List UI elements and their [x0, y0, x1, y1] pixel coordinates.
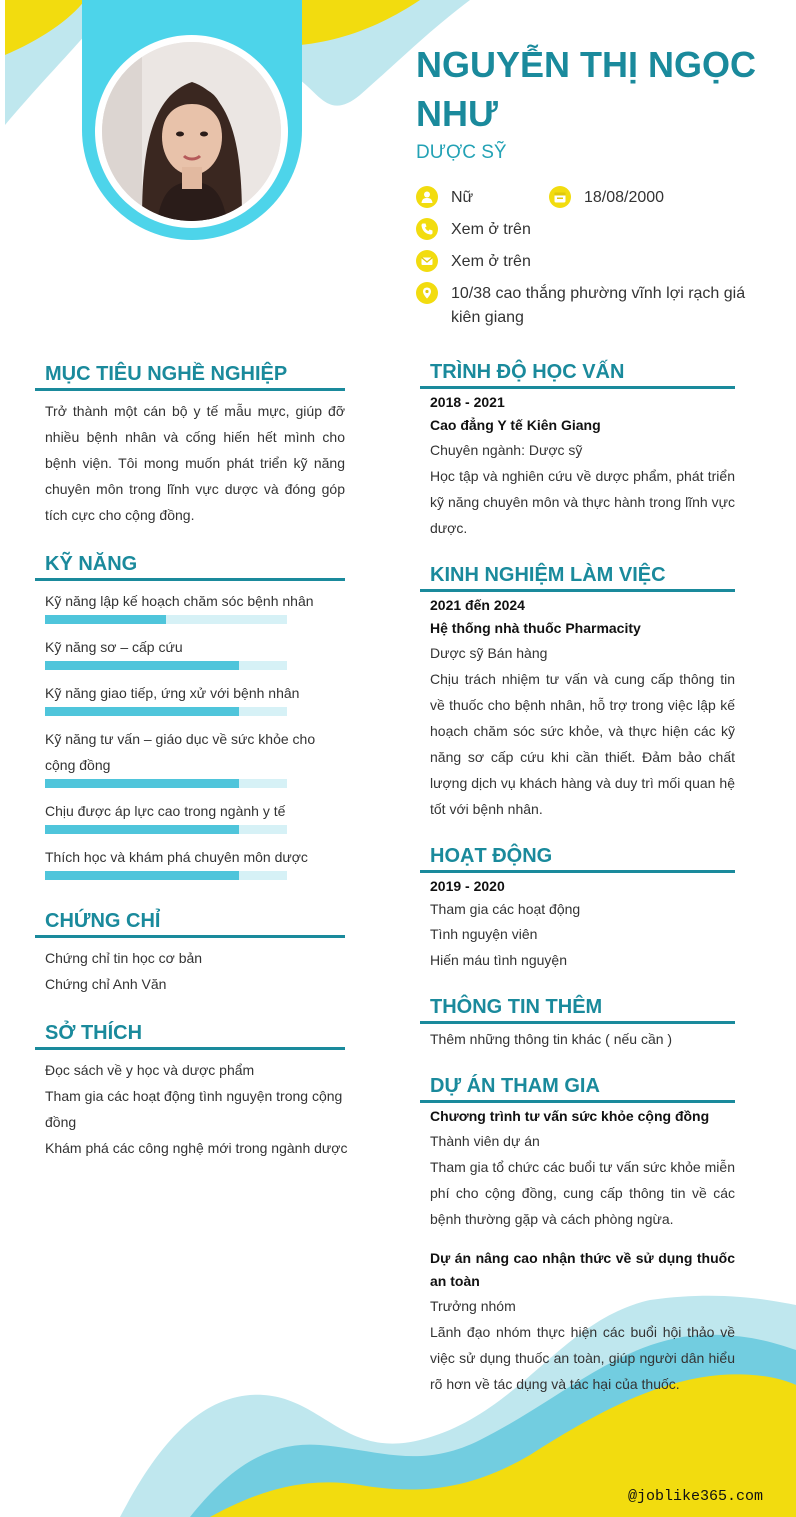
additional-heading: THÔNG TIN THÊM	[420, 996, 735, 1024]
skill-label: Kỹ năng giao tiếp, ứng xử với bệnh nhân	[45, 685, 300, 701]
objective-text: Trở thành một cán bộ y tế mẫu mực, giúp đỡ nhiều bệnh nhân và cống hiến hết mình cho bệnh viện. Tôi mong muốn phát triển kỹ năng chuyên môn trong lĩnh vực dược và đóng góp tích cực cho cộng đồng.	[45, 403, 345, 523]
skill-label: Kỹ năng lập kế hoạch chăm sóc bệnh nhân	[45, 593, 314, 609]
skill-bar-fill	[45, 779, 239, 788]
email-icon	[416, 250, 438, 272]
activities-period: 2019 - 2020	[430, 878, 505, 894]
skill-bar-fill	[45, 825, 239, 834]
experience-company: Hệ thống nhà thuốc Pharmacity	[430, 620, 641, 636]
skill-bar	[45, 871, 287, 880]
email-value: Xem ở trên	[451, 253, 531, 270]
address-row	[416, 282, 756, 330]
education-period: 2018 - 2021	[430, 394, 505, 410]
phone-row	[416, 218, 531, 242]
activity-item: Tình nguyện viên	[430, 926, 538, 942]
candidate-name: NGUYỄN THỊ NGỌC NHƯ	[416, 44, 757, 134]
skill-bar-fill	[45, 707, 239, 716]
hobbies-heading: SỞ THÍCH	[35, 1022, 345, 1050]
skill-bar	[45, 779, 287, 788]
skill-bar	[45, 707, 287, 716]
skill-label: Kỹ năng tư vấn – giáo dục về sức khỏe cho cộng đồng	[45, 731, 316, 773]
skill-label: Chịu được áp lực cao trong ngành y tế	[45, 803, 286, 819]
skill-bar-fill	[45, 615, 166, 624]
education-major: Chuyên ngành: Dược sỹ	[430, 442, 583, 458]
experience-heading: KINH NGHIỆM LÀM VIỆC	[420, 564, 735, 592]
hobby-item: Tham gia các hoạt động tình nguyện trong cộng đồng	[45, 1088, 343, 1130]
location-pin-icon	[416, 282, 438, 304]
portrait-illustration	[102, 42, 281, 221]
activity-item: Tham gia các hoạt động	[430, 901, 581, 917]
certificates-heading: CHỨNG CHỈ	[35, 910, 345, 938]
email-row	[416, 250, 531, 274]
phone-icon	[416, 218, 438, 240]
objective-heading: MỤC TIÊU NGHỀ NGHIỆP	[35, 363, 345, 391]
footer-handle: @joblike365.com	[627, 1488, 763, 1505]
phone-value: Xem ở trên	[451, 221, 531, 238]
skill-bar	[45, 615, 287, 624]
job-title: DƯỢC SỸ	[416, 142, 507, 163]
address-value: 10/38 cao thắng phường vĩnh lợi rạch giá kiên giang	[451, 285, 746, 326]
projects-heading: DỰ ÁN THAM GIA	[420, 1075, 735, 1103]
activity-item: Hiến máu tình nguyện	[430, 952, 567, 968]
experience-description: Chịu trách nhiệm tư vấn và cung cấp thông tin về thuốc cho bệnh nhân, hỗ trợ trong việc lập kế hoạch chăm sóc sức khỏe, và thực hiện các kỹ năng sơ cấp cứu khi cần thiết. Đảm bảo chất lượng dịch vụ khách hàng và duy trì mối quan hệ tốt với bệnh nhân.	[430, 671, 735, 817]
birthdate-value: 18/08/2000	[584, 189, 665, 206]
activities-heading: HOẠT ĐỘNG	[420, 845, 735, 873]
skill-label: Thích học và khám phá chuyên môn dược	[45, 849, 308, 865]
project-description: Tham gia tổ chức các buổi tư vấn sức khỏe miễn phí cho cộng đồng, cung cấp thông tin về các bệnh thường gặp và cách phòng ngừa.	[430, 1159, 735, 1227]
project-name: Chương trình tư vấn sức khỏe cộng đồng	[430, 1108, 710, 1124]
user-icon	[416, 186, 438, 208]
skill-bar-fill	[45, 661, 239, 670]
hobby-item: Đọc sách về y học và dược phẩm	[45, 1062, 255, 1078]
certificate-item: Chứng chỉ tin học cơ bản	[45, 950, 203, 966]
hobby-item: Khám phá các công nghệ mới trong ngành dược	[45, 1140, 348, 1156]
profile-photo	[102, 42, 281, 221]
skill-bar	[45, 825, 287, 834]
certificate-item: Chứng chỉ Anh Văn	[45, 976, 167, 992]
additional-text: Thêm những thông tin khác ( nếu cần )	[430, 1031, 673, 1047]
education-school: Cao đẳng Y tế Kiên Giang	[430, 417, 601, 433]
experience-position: Dược sỹ Bán hàng	[430, 645, 548, 661]
birthdate-row	[549, 186, 664, 210]
project-role: Thành viên dự án	[430, 1133, 540, 1149]
gender-value: Nữ	[451, 189, 474, 206]
project-name: Dự án nâng cao nhận thức về sử dụng thuốc an toàn	[430, 1250, 735, 1289]
skill-label: Kỹ năng sơ – cấp cứu	[45, 639, 183, 655]
skill-bar-fill	[45, 871, 239, 880]
project-description: Lãnh đạo nhóm thực hiện các buổi hội thảo về việc sử dụng thuốc an toàn, giúp người dân hiểu rõ hơn về tác dụng và tác hại của thuốc.	[430, 1324, 735, 1392]
skills-heading: KỸ NĂNG	[35, 553, 345, 581]
calendar-icon	[549, 186, 571, 208]
education-heading: TRÌNH ĐỘ HỌC VẤN	[420, 361, 735, 389]
gender-row	[416, 186, 473, 210]
project-role: Trưởng nhóm	[430, 1298, 516, 1314]
education-description: Học tập và nghiên cứu về dược phẩm, phát triển kỹ năng chuyên môn và thực hành trong lĩnh vực dược.	[430, 468, 735, 536]
skill-bar	[45, 661, 287, 670]
experience-period: 2021 đến 2024	[430, 597, 525, 613]
